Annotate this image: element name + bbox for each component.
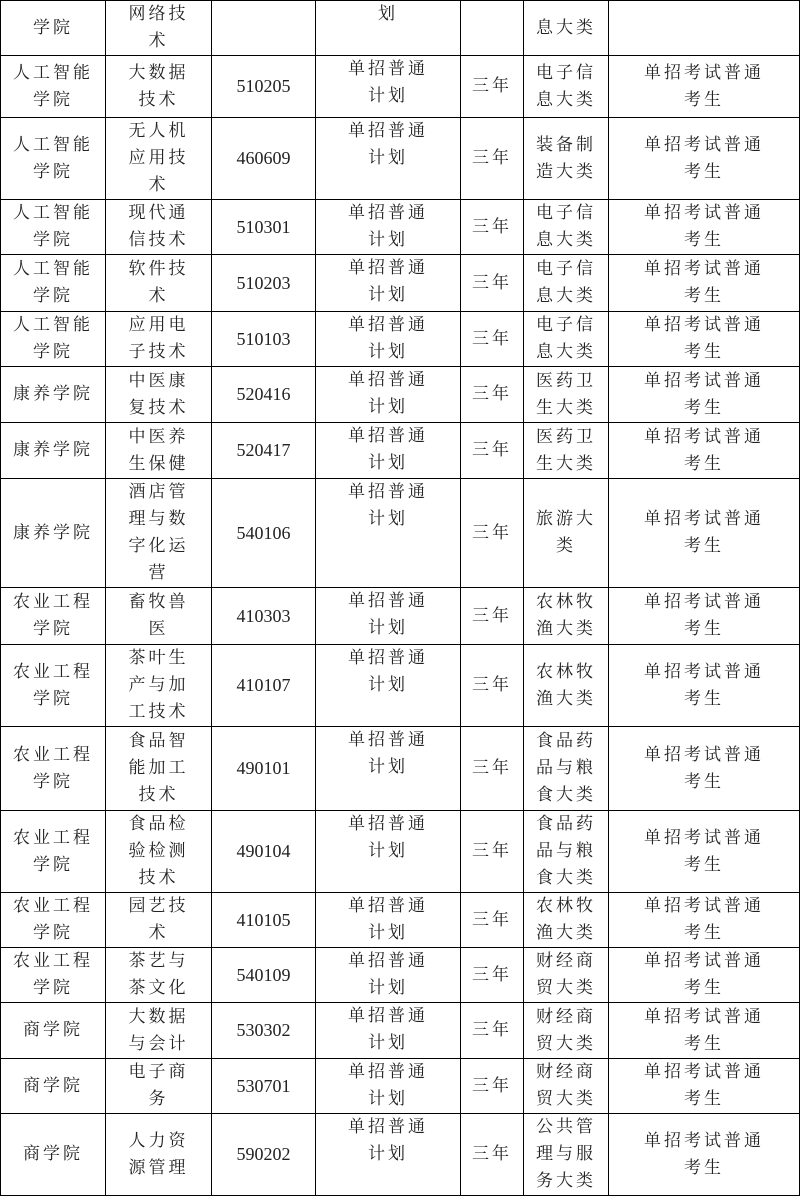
cell-category [524, 1003, 609, 1059]
cell-category [524, 588, 609, 645]
cell-major [106, 479, 212, 588]
table-row [1, 200, 800, 255]
cell-major-code-text: 490104 [236, 841, 291, 861]
cell-major-code-text: 540106 [236, 522, 291, 543]
cell-target-text: 单招考试普通考生 [644, 1062, 764, 1109]
table-body [1, 1, 800, 1196]
cell-college-text: 农业工程学院 [13, 744, 93, 792]
cell-plan-type [316, 811, 461, 893]
cell-major-code-text: 410107 [236, 675, 291, 695]
cell-target [609, 893, 800, 948]
cell-major-text: 大数据技术 [128, 62, 189, 110]
cell-plan-type-text: 单招普通计划 [348, 258, 428, 305]
cell-target [609, 727, 800, 811]
cell-target-text: 单招考试普通考生 [644, 62, 764, 110]
cell-college [1, 200, 106, 255]
cell-category [524, 479, 609, 588]
cell-major [106, 200, 212, 255]
cell-duration [461, 118, 524, 200]
cell-duration-text: 三年 [472, 76, 512, 96]
cell-major-code [212, 367, 316, 423]
cell-major-code [212, 479, 316, 588]
cell-major-text: 园艺技术 [128, 896, 189, 943]
cell-college [1, 811, 106, 893]
cell-major [106, 893, 212, 948]
cell-college-text: 农业工程学院 [13, 661, 93, 709]
cell-duration-text: 三年 [472, 1020, 512, 1040]
cell-duration [461, 255, 524, 312]
cell-category [524, 56, 609, 118]
cell-category-text: 食品药品与粮食大类 [536, 731, 596, 805]
cell-plan-type-text: 单招普通计划 [348, 1117, 428, 1164]
cell-plan-type-text: 单招普通计划 [348, 1006, 428, 1053]
cell-duration-text: 三年 [472, 148, 512, 168]
cell-target [609, 1003, 800, 1059]
cell-category-text: 农林牧渔大类 [536, 661, 596, 709]
cell-plan-type-text: 单招普通计划 [348, 951, 428, 998]
table-row [1, 312, 800, 367]
cell-target [609, 1114, 800, 1196]
cell-target [609, 479, 800, 588]
cell-major-code [212, 1003, 316, 1059]
cell-category [524, 1, 609, 56]
cell-plan-type [316, 1, 461, 56]
cell-plan-type [316, 118, 461, 200]
cell-major-text: 人力资源管理 [128, 1130, 189, 1178]
cell-plan-type [316, 948, 461, 1003]
cell-major-code [212, 811, 316, 893]
table-row [1, 1059, 800, 1114]
table-row [1, 893, 800, 948]
cell-major-text: 中医养生保健 [128, 426, 189, 474]
cell-college-text: 人工智能学院 [13, 134, 93, 182]
cell-college [1, 727, 106, 811]
cell-category-text: 财经商贸大类 [536, 951, 596, 998]
cell-major-code-text: 410105 [236, 909, 291, 930]
cell-plan-type-text: 单招普通计划 [348, 121, 428, 168]
cell-category [524, 118, 609, 200]
cell-duration [461, 200, 524, 255]
table-row [1, 367, 800, 423]
cell-category [524, 948, 609, 1003]
cell-target-text: 单招考试普通考生 [644, 259, 764, 306]
cell-duration-text: 三年 [472, 440, 512, 460]
table-row [1, 948, 800, 1003]
cell-category [524, 312, 609, 367]
cell-major-code-text: 520416 [236, 384, 291, 404]
cell-target [609, 811, 800, 893]
cell-plan-type-text: 划 [378, 4, 398, 24]
cell-plan-type [316, 645, 461, 727]
cell-target [609, 118, 800, 200]
cell-college [1, 1114, 106, 1196]
table-row [1, 645, 800, 727]
cell-category [524, 200, 609, 255]
cell-target-text: 单招考试普通考生 [644, 827, 764, 875]
cell-plan-type [316, 479, 461, 588]
cell-major-code-text: 490101 [236, 758, 291, 778]
cell-target-text: 单招考试普通考生 [644, 951, 764, 998]
cell-category-text: 医药卫生大类 [536, 426, 596, 474]
cell-major [106, 118, 212, 200]
cell-category-text: 农林牧渔大类 [536, 592, 596, 639]
cell-category-text: 电子信息大类 [536, 203, 596, 250]
cell-major-code-text: 540109 [236, 964, 291, 985]
cell-target-text: 单招考试普通考生 [644, 661, 764, 709]
cell-major-code [212, 200, 316, 255]
cell-college-text: 康养学院 [13, 440, 93, 460]
cell-plan-type [316, 367, 461, 423]
cell-category-text: 息大类 [536, 17, 596, 38]
cell-duration [461, 56, 524, 118]
cell-duration [461, 1114, 524, 1196]
cell-college-text: 人工智能学院 [13, 62, 93, 110]
cell-college [1, 1059, 106, 1114]
cell-major-code [212, 645, 316, 727]
cell-major-code [212, 312, 316, 367]
cell-category-text: 旅游大类 [536, 509, 596, 556]
table-row [1, 727, 800, 811]
cell-category-text: 电子信息大类 [536, 62, 596, 110]
table-row [1, 255, 800, 312]
cell-major-code-text: 510301 [236, 216, 291, 237]
cell-target [609, 423, 800, 479]
cell-duration-text: 三年 [472, 909, 512, 930]
cell-major-text: 电子商务 [128, 1062, 189, 1109]
cell-college [1, 1, 106, 56]
cell-target [609, 1059, 800, 1114]
cell-duration-text: 三年 [472, 522, 512, 543]
cell-major-code [212, 1059, 316, 1114]
cell-major [106, 811, 212, 893]
cell-plan-type-text: 单招普通计划 [348, 814, 428, 861]
cell-major [106, 1114, 212, 1196]
cell-duration-text: 三年 [472, 675, 512, 695]
cell-major-code [212, 1114, 316, 1196]
cell-major [106, 312, 212, 367]
cell-major-code [212, 56, 316, 118]
cell-plan-type-text: 单招普通计划 [348, 426, 428, 473]
cell-major [106, 948, 212, 1003]
cell-major-code [212, 423, 316, 479]
cell-college [1, 948, 106, 1003]
cell-plan-type [316, 312, 461, 367]
cell-major-code-text: 510103 [236, 328, 291, 349]
cell-plan-type [316, 588, 461, 645]
cell-college-text: 学院 [33, 17, 73, 38]
cell-major-code [212, 255, 316, 312]
cell-category [524, 893, 609, 948]
cell-college [1, 56, 106, 118]
cell-plan-type-text: 单招普通计划 [348, 896, 428, 943]
cell-college-text: 康养学院 [13, 384, 93, 404]
cell-duration-text: 三年 [472, 964, 512, 985]
cell-plan-type-text: 单招普通计划 [348, 1062, 428, 1109]
cell-major-text: 大数据与会计 [128, 1006, 189, 1054]
cell-college [1, 893, 106, 948]
cell-major [106, 645, 212, 727]
cell-duration [461, 1059, 524, 1114]
cell-category-text: 医药卫生大类 [536, 370, 596, 418]
cell-major-code [212, 118, 316, 200]
cell-duration [461, 948, 524, 1003]
cell-duration-text: 三年 [472, 605, 512, 626]
cell-duration [461, 588, 524, 645]
cell-college [1, 645, 106, 727]
cell-target-text: 单招考试普通考生 [644, 426, 764, 474]
cell-target [609, 255, 800, 312]
cell-plan-type [316, 255, 461, 312]
cell-target [609, 1, 800, 56]
cell-category-text: 食品药品与粮食大类 [536, 814, 596, 888]
cell-college-text: 商学院 [23, 1075, 83, 1096]
cell-major [106, 367, 212, 423]
cell-major [106, 255, 212, 312]
cell-major [106, 588, 212, 645]
cell-major-text: 畜牧兽医 [128, 592, 189, 639]
cell-duration-text: 三年 [472, 1144, 512, 1164]
cell-college-text: 农业工程学院 [13, 592, 93, 639]
cell-target [609, 367, 800, 423]
cell-college [1, 367, 106, 423]
cell-college [1, 423, 106, 479]
table-row [1, 1003, 800, 1059]
cell-duration-text: 三年 [472, 1075, 512, 1096]
cell-target-text: 单招考试普通考生 [644, 1006, 764, 1054]
cell-major-text: 现代通信技术 [128, 203, 189, 250]
cell-duration-text: 三年 [472, 841, 512, 861]
cell-duration [461, 727, 524, 811]
cell-category [524, 811, 609, 893]
cell-target [609, 200, 800, 255]
cell-duration-text: 三年 [472, 384, 512, 404]
cell-category [524, 645, 609, 727]
cell-major [106, 56, 212, 118]
cell-major-code-text: 510205 [236, 76, 291, 96]
cell-category-text: 装备制造大类 [536, 134, 596, 182]
cell-major-text: 食品检验检测技术 [128, 814, 189, 888]
cell-target [609, 588, 800, 645]
cell-category [524, 367, 609, 423]
cell-major-code-text: 460609 [236, 148, 291, 168]
cell-college-text: 商学院 [23, 1020, 83, 1040]
cell-plan-type-text: 单招普通计划 [348, 315, 428, 362]
table-row [1, 1114, 800, 1196]
cell-target-text: 单招考试普通考生 [644, 896, 764, 943]
cell-plan-type [316, 1114, 461, 1196]
cell-major-text: 无人机应用技术 [128, 121, 189, 195]
table-row [1, 588, 800, 645]
cell-plan-type-text: 单招普通计划 [348, 648, 428, 695]
cell-duration [461, 479, 524, 588]
table-row [1, 811, 800, 893]
cell-major-code [212, 588, 316, 645]
cell-target-text: 单招考试普通考生 [644, 509, 764, 556]
cell-duration-text: 三年 [472, 216, 512, 237]
cell-category-text: 财经商贸大类 [536, 1006, 596, 1054]
cell-major-text: 茶叶生产与加工技术 [128, 648, 189, 722]
cell-major [106, 1003, 212, 1059]
cell-major-code [212, 948, 316, 1003]
cell-major [106, 727, 212, 811]
cell-major-code [212, 727, 316, 811]
cell-college-text: 人工智能学院 [13, 315, 93, 362]
cell-major-text: 应用电子技术 [128, 315, 189, 362]
cell-plan-type [316, 423, 461, 479]
table-row [1, 1, 800, 56]
cell-target-text: 单招考试普通考生 [644, 203, 764, 250]
cell-college [1, 118, 106, 200]
cell-plan-type [316, 893, 461, 948]
cell-college-text: 农业工程学院 [13, 827, 93, 875]
cell-major-text: 软件技术 [128, 259, 189, 306]
cell-duration [461, 312, 524, 367]
cell-college-text: 商学院 [23, 1144, 83, 1164]
cell-college [1, 255, 106, 312]
cell-category-text: 电子信息大类 [536, 315, 596, 362]
cell-major-code-text: 510203 [236, 272, 291, 293]
cell-target-text: 单招考试普通考生 [644, 370, 764, 418]
cell-major-code [212, 1, 316, 56]
cell-plan-type-text: 单招普通计划 [348, 730, 428, 777]
cell-target [609, 948, 800, 1003]
cell-major-code-text: 530302 [236, 1020, 291, 1040]
cell-duration [461, 1003, 524, 1059]
cell-college-text: 人工智能学院 [13, 259, 93, 306]
cell-college-text: 康养学院 [13, 522, 93, 543]
cell-target-text: 单招考试普通考生 [644, 744, 764, 792]
cell-duration [461, 423, 524, 479]
cell-major-text: 食品智能加工技术 [128, 731, 189, 805]
cell-target-text: 单招考试普通考生 [644, 1130, 764, 1178]
cell-plan-type [316, 56, 461, 118]
cell-plan-type [316, 727, 461, 811]
cell-college-text: 农业工程学院 [13, 896, 93, 943]
cell-duration-text: 三年 [472, 758, 512, 778]
cell-category [524, 255, 609, 312]
cell-plan-type-text: 单招普通计划 [348, 482, 428, 529]
cell-major [106, 1059, 212, 1114]
cell-category [524, 1059, 609, 1114]
cell-major-code-text: 530701 [236, 1075, 291, 1096]
cell-duration [461, 1, 524, 56]
cell-major-text: 网络技术 [128, 4, 189, 51]
table-row [1, 479, 800, 588]
cell-target [609, 312, 800, 367]
table-row [1, 118, 800, 200]
cell-duration [461, 893, 524, 948]
cell-college [1, 479, 106, 588]
cell-college-text: 人工智能学院 [13, 203, 93, 250]
cell-duration-text: 三年 [472, 328, 512, 349]
cell-duration [461, 811, 524, 893]
cell-category-text: 农林牧渔大类 [536, 896, 596, 943]
cell-duration [461, 367, 524, 423]
cell-college [1, 1003, 106, 1059]
cell-plan-type-text: 单招普通计划 [348, 203, 428, 250]
cell-target [609, 645, 800, 727]
cell-category [524, 1114, 609, 1196]
cell-duration [461, 645, 524, 727]
table-row [1, 423, 800, 479]
cell-target-text: 单招考试普通考生 [644, 592, 764, 639]
cell-target-text: 单招考试普通考生 [644, 315, 764, 362]
cell-major [106, 1, 212, 56]
cell-major-code [212, 893, 316, 948]
cell-target [609, 56, 800, 118]
cell-plan-type [316, 1059, 461, 1114]
cell-plan-type-text: 单招普通计划 [348, 59, 428, 106]
cell-college [1, 312, 106, 367]
cell-major [106, 423, 212, 479]
cell-major-text: 酒店管理与数字化运营 [128, 482, 189, 583]
cell-major-code-text: 590202 [236, 1144, 291, 1164]
cell-category-text: 电子信息大类 [536, 259, 596, 306]
cell-category-text: 财经商贸大类 [536, 1062, 596, 1109]
cell-major-text: 茶艺与茶文化 [128, 951, 189, 998]
cell-category-text: 公共管理与服务大类 [536, 1117, 596, 1191]
cell-major-code-text: 520417 [236, 440, 291, 460]
cell-plan-type [316, 200, 461, 255]
cell-college [1, 588, 106, 645]
cell-plan-type-text: 单招普通计划 [348, 370, 428, 417]
cell-major-code-text: 410303 [236, 605, 291, 626]
cell-target-text: 单招考试普通考生 [644, 134, 764, 182]
cell-plan-type-text: 单招普通计划 [348, 591, 428, 638]
cell-major-text: 中医康复技术 [128, 370, 189, 418]
cell-college-text: 农业工程学院 [13, 951, 93, 998]
cell-duration-text: 三年 [472, 272, 512, 293]
table-row [1, 56, 800, 118]
cell-plan-type [316, 1003, 461, 1059]
cell-category [524, 727, 609, 811]
cell-category [524, 423, 609, 479]
